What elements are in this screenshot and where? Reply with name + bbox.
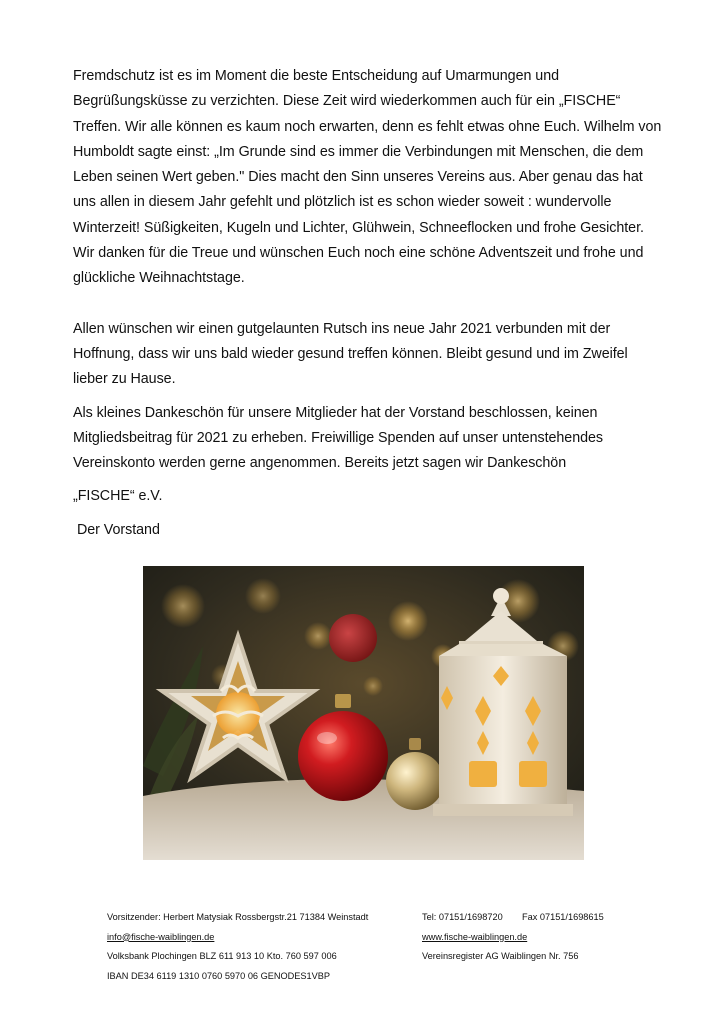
footer-row-web [107,928,627,948]
footer-website-link[interactable]: www.fische-waiblingen.de [422,931,528,942]
footer-fax: Fax 07151/1698615 [522,912,604,922]
paragraph-intro: Fremdschutz ist es im Moment die beste Entscheidung auf Umarmungen und Begrüßungsküsse zu verzichten. Diese Zeit wird wiederkommen auch für ein „FISCHE“ Treffen. Wir alle können es kaum noch erwarten, denn es fehlt etwas ohne Euch. Wilhelm von Humboldt sagte einst: „Im Grunde sind es immer die Verbindungen mit Menschen, die dem Leben seinen Wert geben." Dies macht den Sinn unseres Vereins aus. Aber genau das hat uns allen in diesem Jahr gefehlt und plötzlich ist es schon wieder soweit : wundervolle Winterzeit! Süßigkeiten, Kugeln und Lichter, Glühwein, Schneeflocken und frohe Gesichter. Wir danken für die Treue und wünschen Euch noch eine schöne Adventszeit und frohe und glückliche Weihnachtstage. [73,68,662,287]
footer-row-iban [107,967,627,987]
footer-register: Vereinsregister AG Waiblingen Nr. 756 [422,951,579,962]
paragraph-new-year: Allen wünschen wir einen gutgelaunten Rutsch ins neue Jahr 2021 verbunden mit der Hoffnung, dass wir uns bald wieder gesund treffen können. Bleibt gesund und im Zweifel lieber zu Hause. [73,320,628,388]
letter-footer [107,908,627,986]
christmas-decoration-illustration [143,566,584,860]
christmas-photo [143,566,584,860]
paragraph-thanks: Als kleines Dankeschön für unsere Mitglieder hat der Vorstand beschlossen, keinen Mitgliedsbeitrag für 2021 zu erheben. Freiwillige Spenden auf unser untenstehendes Vereinskonto werden gerne angenommen. Bereits jetzt sagen wir Dankeschön [73,404,603,472]
footer-bank: Volksbank Plochingen BLZ 611 913 10 Kto. 760 597 006 [107,951,337,962]
letter-body [73,64,663,543]
footer-iban: IBAN DE34 6119 1310 0760 5970 06 GENODES1VBP [107,970,331,981]
signature-club: „FISCHE“ e.V. [73,488,163,505]
footer-email-link[interactable]: info@fische-waiblingen.de [107,931,215,942]
footer-chairman: Vorsitzender: Herbert Matysiak Rossbergstr.21 71384 Weinstadt [107,912,369,922]
footer-row-contact [107,908,627,928]
footer-row-bank [107,947,627,967]
signature-board: Der Vorstand [77,521,160,538]
footer-tel: Tel: 07151/1698720 [422,912,503,922]
